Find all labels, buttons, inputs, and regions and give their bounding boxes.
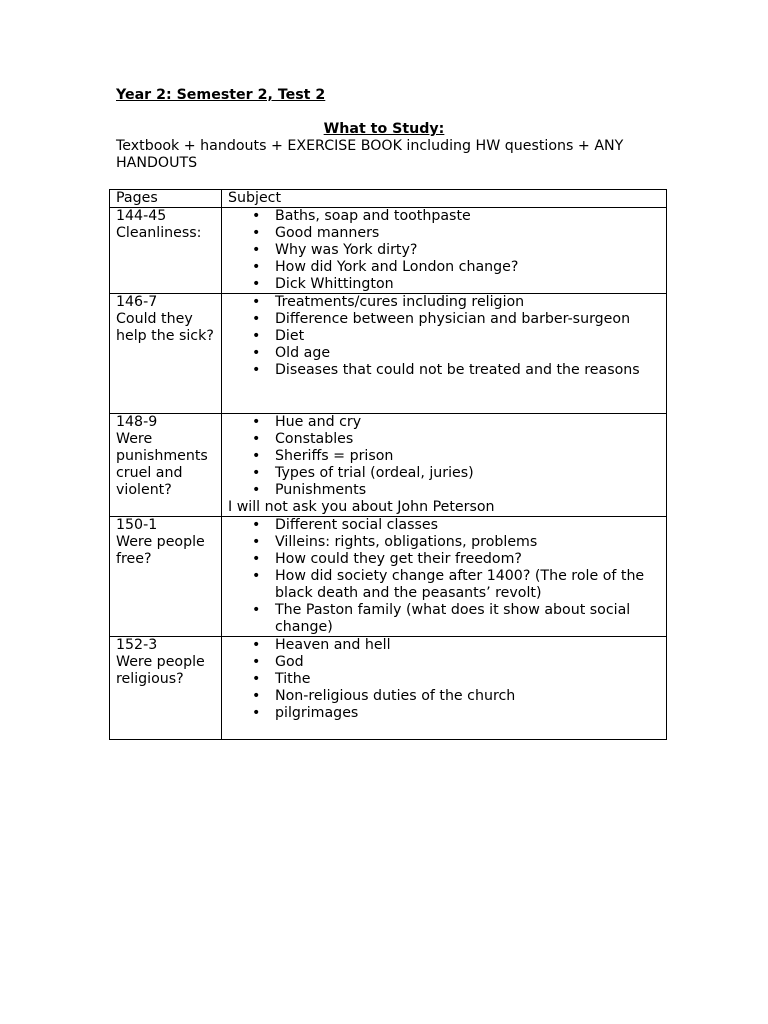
subject-note: I will not ask you about John Peterson — [228, 499, 495, 515]
list-item: • Why was York dirty? — [275, 242, 666, 259]
list-item: • Hue and cry — [275, 414, 666, 431]
page-range: 152-3 — [116, 637, 158, 653]
pages-cell — [110, 517, 222, 637]
table-row — [110, 294, 667, 414]
table-row — [110, 517, 667, 637]
study-heading: What to Study: — [323, 121, 445, 137]
pages-cell — [110, 208, 222, 294]
list-item: • pilgrimages — [275, 705, 666, 722]
topic-label: Were punishments cruel and violent? — [116, 431, 208, 498]
topic-label: Were people free? — [116, 534, 205, 567]
topic-label: Were people religious? — [116, 654, 205, 687]
list-item: • Difference between physician and barber-surgeon — [275, 311, 666, 328]
list-item: • Sheriffs = prison — [275, 448, 666, 465]
list-item: • Tithe — [275, 671, 666, 688]
list-item: • Treatments/cures including religion — [275, 294, 666, 311]
table-row — [110, 414, 667, 517]
list-item: • God — [275, 654, 666, 671]
header-pages: Pages — [110, 190, 222, 208]
page-range: 148-9 — [116, 414, 158, 430]
subject-cell — [222, 294, 667, 414]
pages-cell — [110, 294, 222, 414]
subject-list — [228, 414, 666, 499]
subject-list — [228, 294, 666, 379]
page-range: 144-45 — [116, 208, 167, 224]
table-row — [110, 637, 667, 740]
page-range: 150-1 — [116, 517, 158, 533]
list-item: • Different social classes — [275, 517, 666, 534]
pages-cell — [110, 637, 222, 740]
topic-label: Cleanliness: — [116, 225, 202, 241]
list-item: • Constables — [275, 431, 666, 448]
header-subject: Subject — [222, 190, 667, 208]
list-item: • Diseases that could not be treated and the reasons — [275, 362, 666, 379]
subject-cell — [222, 637, 667, 740]
list-item: • Types of trial (ordeal, juries) — [275, 465, 666, 482]
list-item: • How did society change after 1400? (The role of the black death and the peasants’ revolt) — [275, 568, 666, 602]
topic-label: Could they help the sick? — [116, 311, 214, 344]
pages-cell — [110, 414, 222, 517]
list-item: • Good manners — [275, 225, 666, 242]
study-table — [109, 189, 667, 740]
list-item: • Punishments — [275, 482, 666, 499]
list-item: • Villeins: rights, obligations, problems — [275, 534, 666, 551]
list-item: • Baths, soap and toothpaste — [275, 208, 666, 225]
list-item: • How did York and London change? — [275, 259, 666, 276]
list-item: • Heaven and hell — [275, 637, 666, 654]
table-row — [110, 208, 667, 294]
subject-cell — [222, 208, 667, 294]
table-header-row — [110, 190, 667, 208]
list-item: • How could they get their freedom? — [275, 551, 666, 568]
subject-list — [228, 637, 666, 722]
list-item: • Diet — [275, 328, 666, 345]
subject-list — [228, 517, 666, 636]
subject-cell — [222, 414, 667, 517]
list-item: • Non-religious duties of the church — [275, 688, 666, 705]
subject-list — [228, 208, 666, 293]
list-item: • The Paston family (what does it show about social change) — [275, 602, 666, 636]
intro-text: Textbook + handouts + EXERCISE BOOK including HW questions + ANY HANDOUTS — [116, 138, 624, 171]
subject-cell — [222, 517, 667, 637]
page-range: 146-7 — [116, 294, 158, 310]
list-item: • Old age — [275, 345, 666, 362]
list-item: • Dick Whittington — [275, 276, 666, 293]
document-title: Year 2: Semester 2, Test 2 — [116, 87, 326, 103]
